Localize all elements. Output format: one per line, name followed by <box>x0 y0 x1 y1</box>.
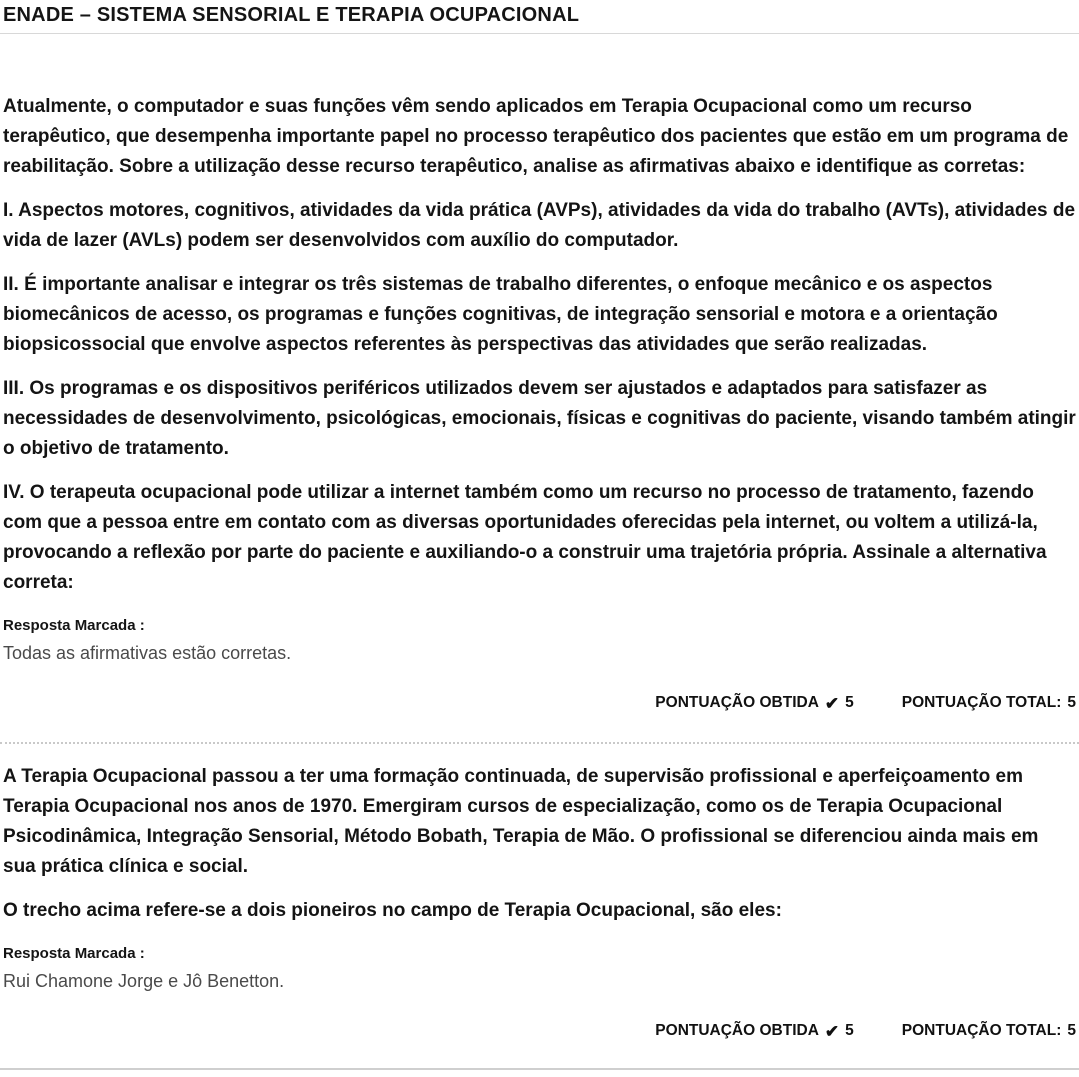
score-total-label: PONTUAÇÃO TOTAL: <box>901 694 1062 711</box>
bottom-divider <box>0 1068 1079 1070</box>
score-row-2 <box>3 1022 1076 1040</box>
answer-label: Resposta Marcada : <box>3 617 145 634</box>
score-total-label: PONTUAÇÃO TOTAL: <box>901 1022 1062 1039</box>
question-2-paragraph-prompt: O trecho acima refere-se a dois pioneiros no campo de Terapia Ocupacional, são eles: <box>3 900 782 921</box>
score-total <box>902 1022 1076 1040</box>
score-obtained <box>655 694 853 712</box>
checkmark-icon: ✔ <box>824 693 840 713</box>
question-2-paragraph-intro: A Terapia Ocupacional passou a ter uma formação continuada, de supervisão profissional e aperfeiçoamento em Terapia Ocupacional nos anos de 1970. Emergiram cursos de especialização, como os de Terapia Ocupacional Psicodinâmica, Integração Sensorial, Método Bobath, Terapia de Mão. O profissional se diferenciou ainda mais em sua prática clínica e social. <box>3 766 1039 877</box>
question-1-item-i: I. Aspectos motores, cognitivos, atividades da vida prática (AVPs), atividades da vida do trabalho (AVTs), atividades de vida de lazer (AVLs) podem ser desenvolvidos com auxílio do computador. <box>3 200 1076 251</box>
score-obtained-value: 5 <box>845 1022 854 1039</box>
score-total <box>902 694 1076 712</box>
score-total-value: 5 <box>1067 1022 1076 1039</box>
question-1-item-iv: IV. O terapeuta ocupacional pode utilizar a internet também como um recurso no processo de tratamento, fazendo com que a pessoa entre em contato com as diversas oportunidades oferecidas pela internet, ou voltem a utilizá-la, provocando a reflexão por parte do paciente e auxiliando-o a construir uma trajetória própria. Assinale a alternativa correta: <box>3 482 1047 593</box>
question-1-item-iii: III. Os programas e os dispositivos periféricos utilizados devem ser ajustados e adaptados para satisfazer as necessidades de desenvolvimento, psicológicas, emocionais, físicas e cognitivas do paciente, visando também atingir o objetivo de tratamento. <box>3 378 1076 459</box>
question-divider <box>0 742 1079 744</box>
question-block-1 <box>3 92 1076 712</box>
page-title: ENADE – SISTEMA SENSORIAL E TERAPIA OCUPACIONAL <box>3 4 580 26</box>
question-1-paragraph-intro: Atualmente, o computador e suas funções vêm sendo aplicados em Terapia Ocupacional como um recurso terapêutico, que desempenha importante papel no processo terapêutico dos pacientes que estão em um programa de reabilitação. Sobre a utilização desse recurso terapêutico, analise as afirmativas abaixo e identifique as corretas: <box>3 96 1069 177</box>
marked-answer: Rui Chamone Jorge e Jô Benetton. <box>3 971 285 991</box>
question-block-2 <box>3 762 1076 1040</box>
title-divider <box>0 33 1079 34</box>
score-obtained-label: PONTUAÇÃO OBTIDA <box>655 694 819 711</box>
marked-answer: Todas as afirmativas estão corretas. <box>3 643 292 663</box>
question-1-item-ii: II. É importante analisar e integrar os três sistemas de trabalho diferentes, o enfoque mecânico e os aspectos biomecânicos de acesso, os programas e funções cognitivas, de integração sensorial e motora e a orientação biopsicossocial que envolve aspectos referentes às perspectivas das atividades que serão realizadas. <box>3 274 998 355</box>
checkmark-icon: ✔ <box>824 1021 840 1041</box>
score-total-value: 5 <box>1067 694 1076 711</box>
answer-section-2 <box>3 944 1076 994</box>
answer-section-1 <box>3 616 1076 666</box>
score-obtained-value: 5 <box>845 694 854 711</box>
score-obtained <box>655 1022 853 1040</box>
score-obtained-label: PONTUAÇÃO OBTIDA <box>655 1022 819 1039</box>
score-row-1 <box>3 694 1076 712</box>
answer-label: Resposta Marcada : <box>3 945 145 962</box>
